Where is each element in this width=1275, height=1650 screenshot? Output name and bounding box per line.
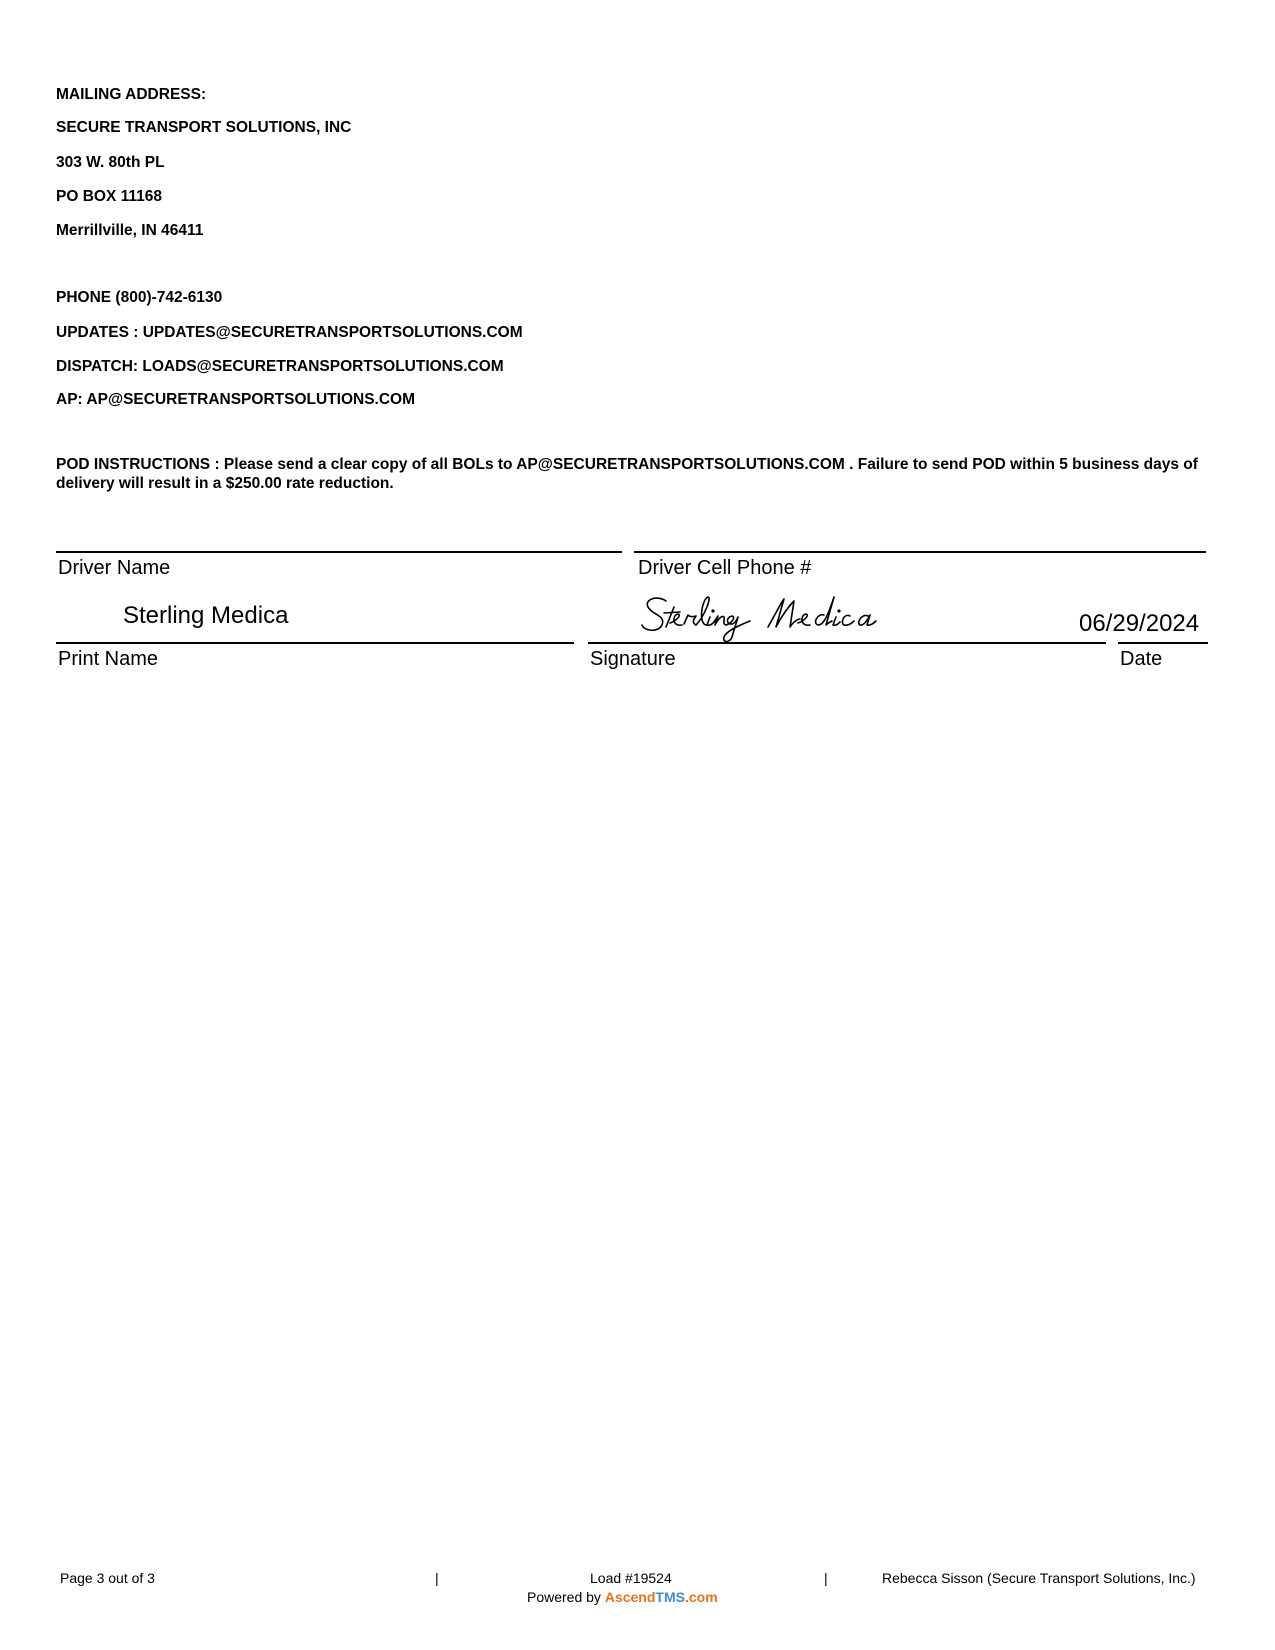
brand-com: .com: [684, 1589, 718, 1605]
footer-separator-1: |: [435, 1570, 439, 1586]
date-label: Date: [1120, 648, 1163, 670]
signature-image: [640, 593, 930, 655]
powered-by-line: [527, 1589, 718, 1606]
driver-cell-label: Driver Cell Phone #: [638, 557, 812, 579]
load-number: Load #19524: [590, 1570, 672, 1586]
footer-separator-2: |: [824, 1570, 828, 1586]
po-box: PO BOX 11168: [56, 188, 162, 205]
updates-email: UPDATES : UPDATES@SECURETRANSPORTSOLUTIONS.COM: [56, 324, 523, 341]
driver-cell-line: [634, 551, 1206, 553]
phone-line: PHONE (800)-742-6130: [56, 289, 223, 306]
brand-ascend: Ascend: [604, 1589, 656, 1605]
street-address: 303 W. 80th PL: [56, 154, 165, 171]
print-name-value: Sterling Medica: [123, 602, 289, 629]
driver-name-label: Driver Name: [58, 557, 171, 579]
city-state-zip: Merrillville, IN 46411: [56, 222, 204, 239]
pod-instructions: POD INSTRUCTIONS : Please send a clear copy of all BOLs to AP@SECURETRANSPORTSOLUTIONS.COM . Failure to send POD within 5 business days of delivery will result in a $250.00 rate reduction.: [56, 456, 1198, 492]
ap-email: AP: AP@SECURETRANSPORTSOLUTIONS.COM: [56, 391, 415, 408]
signature-line: [588, 642, 1106, 644]
dispatch-email: DISPATCH: LOADS@SECURETRANSPORTSOLUTIONS.COM: [56, 358, 504, 375]
print-name-line: [56, 642, 574, 644]
mailing-heading: MAILING ADDRESS:: [56, 86, 207, 103]
powered-by-text: Powered by: [527, 1589, 601, 1605]
print-name-label: Print Name: [58, 648, 159, 670]
page-indicator: Page 3 out of 3: [60, 1570, 155, 1586]
signature-label: Signature: [590, 648, 676, 670]
driver-name-line: [56, 551, 622, 553]
date-value: 06/29/2024: [1079, 610, 1200, 637]
brand-tms: TMS: [655, 1589, 685, 1605]
footer-user: Rebecca Sisson (Secure Transport Solutions, Inc.): [882, 1570, 1196, 1586]
company-name: SECURE TRANSPORT SOLUTIONS, INC: [56, 119, 352, 136]
date-line: [1118, 642, 1208, 644]
